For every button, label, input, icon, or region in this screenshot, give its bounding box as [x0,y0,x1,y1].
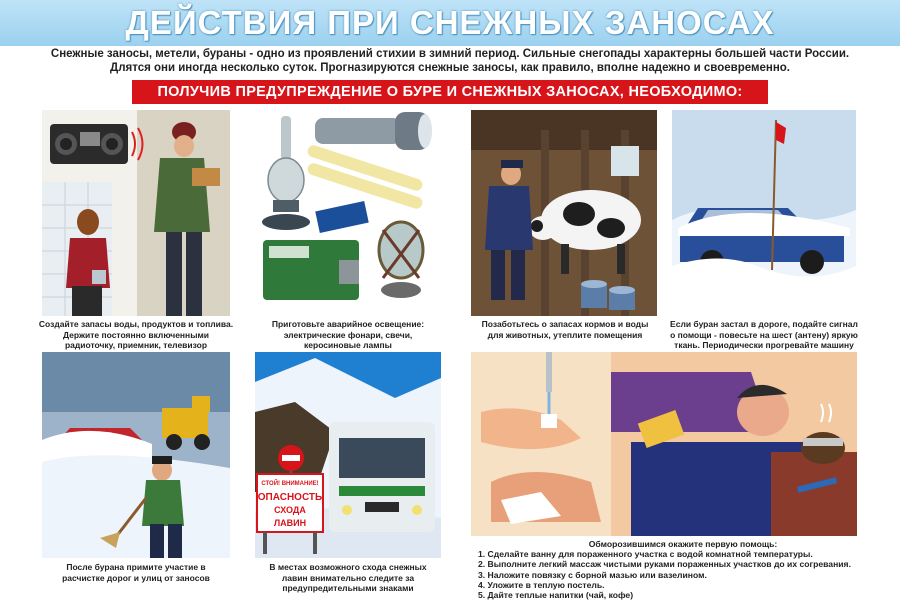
lighting-caption-line-3: керосиновые лампы [304,340,392,350]
bus-icon [329,422,435,532]
first-aid-instructions [478,539,888,600]
supplies-illustration [42,110,230,316]
first-aid-steps [478,549,888,600]
car-caption [664,319,864,351]
animals-caption [465,319,665,340]
lantern-icon [263,240,359,300]
clearing-illustration [42,352,230,558]
intro-line-1: Снежные заносы, метели, бураны - одно из проявлений стихии в зимний период. Сильные снегопады характерны большей части России. [50,48,850,60]
first-aid-title: Обморозившимся окажите первую помощь: [588,539,778,549]
intro-text [40,47,860,75]
lighting-illustration [255,110,441,316]
page-title: ДЕЙСТВИЯ ПРИ СНЕЖНЫХ ЗАНОСАХ [125,4,775,41]
first-aid-step: 2. Выполните легкий массаж чистыми руками пораженных участков до их согревания. [478,559,851,570]
avalanche-caption-line-2: лавин внимательно следите за [281,572,415,583]
supplies-caption [32,319,240,351]
title-bar [0,0,900,46]
first-aid-step: 3. Наложите повязку с борной мазью или вазелином. [478,569,707,580]
animals-caption-line-2: для животных, утеплите помещения [487,329,643,340]
supplies-caption-line-2: Держите постоянно включенными [63,329,209,340]
avalanche-caption-line-3: предупредительными знаками [282,583,414,593]
sign-text-2: ОПАСНОСТЬ [257,492,323,503]
avalanche-caption-line-1: В местах возможного схода снежных [269,562,427,572]
sign-text-4: ЛАВИН [273,518,307,528]
car-illustration [672,110,856,316]
first-aid-step: 1. Сделайте ванну для пораженного участка с водой комнатной температуры. [478,549,813,560]
supplies-caption-line-3: радиоточку, приемник, телевизор [64,340,208,350]
car-caption-line-1: Если буран застал в дороге, подайте сигнал [670,319,858,329]
clearing-caption-line-2: расчистке дорог и улиц от заносов [62,572,210,583]
first-aid-step: 4. Уложите в теплую постель. [478,579,605,590]
car-caption-line-3: ткань. Периодически прогревайте машину [674,340,854,350]
supplies-caption-line-1: Создайте запасы воды, продуктов и топлива. [38,319,234,329]
avalanche-illustration [255,352,441,558]
hurricane-lamp-icon [379,222,423,298]
clearing-caption-line-1: После бурана примите участие в [66,562,206,572]
sign-text-1: СТОЙ! ВНИМАНИЕ! [261,481,319,487]
intro-line-2: Длятся они иногда несколько суток. Прогназируются снежные заносы, как правило, вполне надежно и своевременно. [110,62,790,74]
car-caption-line-2: о помощи - повесьте на шест (антену) яркую [670,329,858,340]
sign-text-3: СХОДА [274,505,306,515]
warning-banner [132,80,768,104]
avalanche-caption [248,562,448,594]
animals-illustration [471,110,657,316]
lighting-caption-line-1: Приготовьте аварийное освещение: [271,319,425,329]
banner-text: ПОЛУЧИВ ПРЕДУПРЕЖДЕНИЕ О БУРЕ И СНЕЖНЫХ ЗАНОСАХ, НЕОБХОДИМО: [157,84,743,100]
lighting-caption-line-2: электрические фонари, свечи, [283,329,413,340]
bandage-icon [541,414,557,428]
lighting-caption [248,319,448,351]
first-aid-illustration [471,352,857,536]
first-aid-step: 5. Дайте теплые напитки (чай, кофе) [478,590,634,601]
clearing-caption [32,562,240,583]
animals-caption-line-1: Позаботьтесь о запасах кормов и воды [481,319,649,329]
